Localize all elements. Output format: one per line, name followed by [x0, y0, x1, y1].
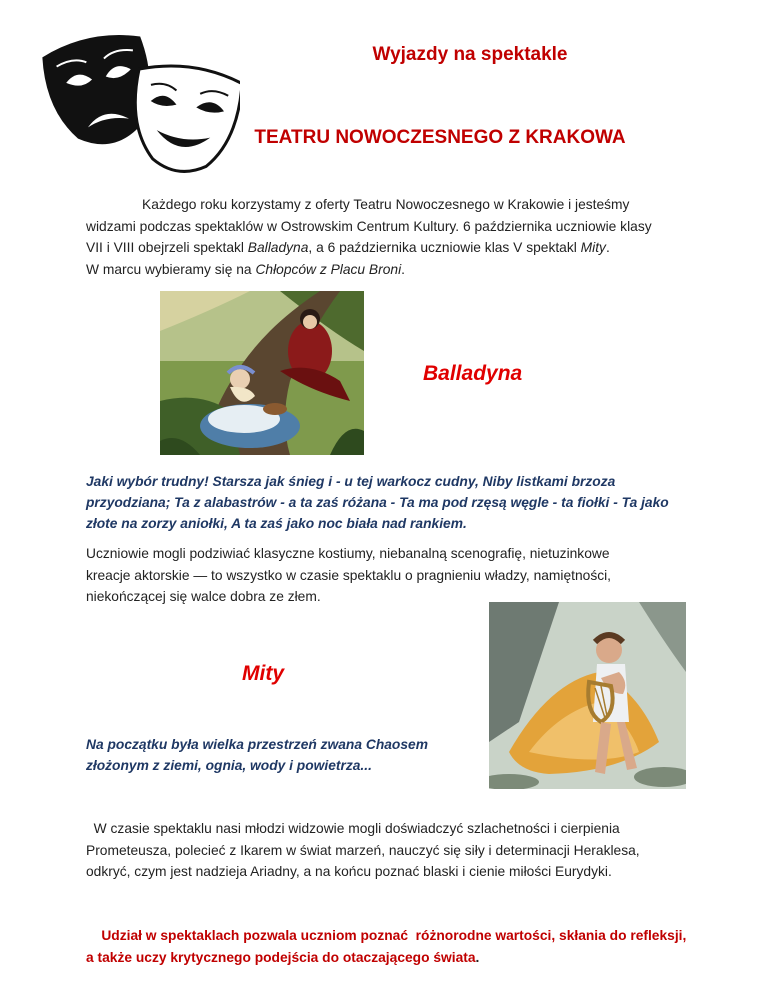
paragraph-line: W czasie spektaklu nasi młodzi widzowie mogli doświadczyć szlachetności i cierpienia	[86, 821, 620, 836]
quote-line: przyodziana; Ta z alabastrów - a ta zaś różana - Ta ma pod rzęsą węgle - ta fiołki - Ta jako	[86, 495, 669, 510]
play-title-mity: Mity	[242, 662, 284, 685]
balladyna-description	[86, 543, 686, 608]
mity-quote	[86, 734, 466, 776]
theatre-masks-icon	[40, 28, 240, 178]
balladyna-quote	[86, 471, 696, 534]
intro-line: widzami podczas spektaklów w Ostrowskim Centrum Kultury. 6 października uczniowie klasy	[86, 218, 652, 234]
intro-line: W marcu wybieramy się na Chłopców z Placu Broni.	[86, 261, 405, 277]
intro-paragraph	[86, 194, 696, 280]
quote-line: złożonym z ziemi, ognia, wody i powietrza...	[86, 758, 372, 773]
page-title: Wyjazdy na spektakle	[372, 44, 568, 65]
intro-line: Każdego roku korzystamy z oferty Teatru Nowoczesnego w Krakowie i jesteśmy	[142, 197, 630, 212]
intro-line: VII i VIII obejrzeli spektakl Balladyna, a 6 października uczniowie klas V spektakl Mity.	[86, 240, 610, 255]
closing-line: Udział w spektaklach pozwala uczniom poznać różnorodne wartości, skłania do refleksji,	[86, 928, 687, 943]
page-subtitle: TEATRU NOWOCZESNEGO Z KRAKOWA	[254, 127, 626, 148]
paragraph-line: niekończącej się walce dobra ze złem.	[86, 589, 321, 604]
paragraph-line: kreacje aktorskie — to wszystko w czasie spektaklu o pragnieniu władzy, namiętności,	[86, 567, 612, 583]
mity-description	[86, 818, 696, 883]
paragraph-line: Uczniowie mogli podziwiać klasyczne kostiumy, niebanalną scenografię, nietuzinkowe	[86, 546, 610, 561]
closing-line: a także uczy krytycznego podejścia do otaczającego świata.	[86, 950, 480, 965]
closing-statement	[86, 925, 706, 969]
quote-line: złote na zorzy aniołki, A ta zaś jako noc biała nad rankiem.	[86, 516, 467, 531]
paragraph-line: Prometeusza, polecieć z Ikarem w świat marzeń, nauczyć się siły i determinacji Heraklesa,	[86, 842, 640, 858]
paragraph-line: odkryć, czym jest nadzieja Ariadny, a na końcu poznać blaski i cienie miłości Eurydyki.	[86, 864, 612, 879]
play-title-balladyna: Balladyna	[423, 362, 523, 385]
mity-illustration	[489, 602, 686, 789]
quote-line: Na początku była wielka przestrzeń zwana Chaosem	[86, 737, 428, 752]
quote-line: Jaki wybór trudny! Starsza jak śnieg i - u tej warkocz cudny, Niby listkami brzoza	[86, 474, 616, 489]
balladyna-illustration	[160, 291, 364, 455]
